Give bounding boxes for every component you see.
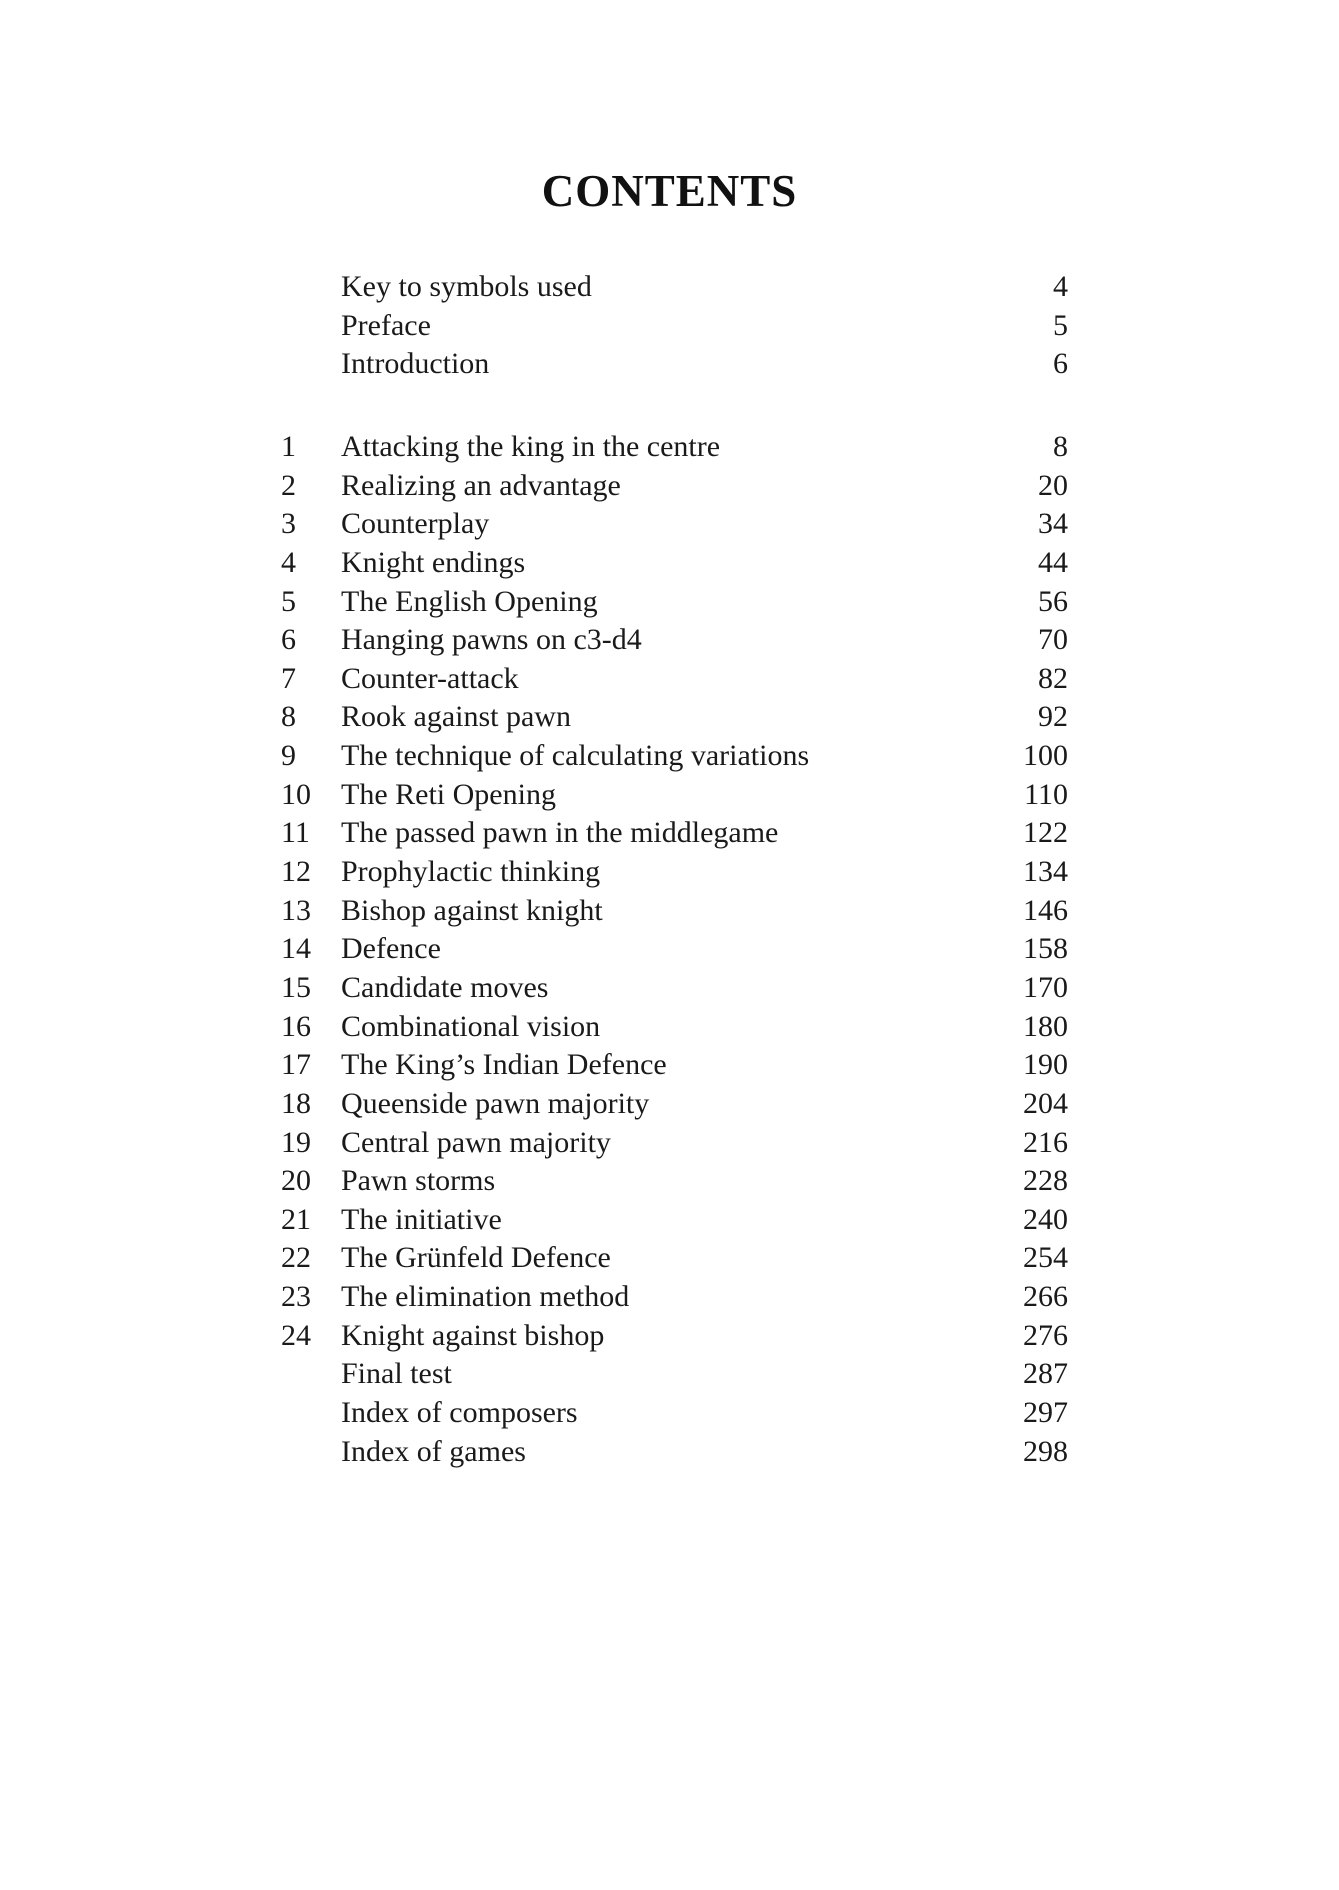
toc-row: [281, 544, 1068, 583]
page-number: 122: [1023, 816, 1068, 850]
chapter-number: 10: [281, 777, 311, 811]
chapter-title: Index of composers: [341, 1396, 578, 1430]
chapter-number: 20: [281, 1164, 311, 1198]
chapter-title: Counter-attack: [341, 661, 519, 695]
chapter-number: 17: [281, 1048, 311, 1082]
page-title: CONTENTS: [541, 166, 798, 216]
chapter-title: Candidate moves: [341, 970, 549, 1004]
page-number: 254: [1023, 1241, 1068, 1275]
chapter-number: 8: [281, 700, 296, 734]
toc-row: [281, 1394, 1068, 1433]
toc-row: [281, 1433, 1068, 1472]
chapter-title: Knight against bishop: [341, 1318, 605, 1352]
page-number: 190: [1023, 1048, 1068, 1082]
toc-row: [281, 814, 1068, 853]
chapter-title: The passed pawn in the middlegame: [341, 816, 779, 850]
chapter-number: 23: [281, 1280, 311, 1314]
chapter-number: 19: [281, 1125, 311, 1159]
chapter-title: Knight endings: [341, 545, 526, 579]
chapter-title: The elimination method: [341, 1280, 630, 1314]
chapter-number: 1: [281, 430, 296, 463]
page-number: 216: [1023, 1125, 1068, 1159]
chapter-title: Hanging pawns on c3-d4: [341, 623, 642, 657]
toc-row: [281, 1046, 1068, 1085]
page-number: 20: [1038, 468, 1068, 502]
page-number: 34: [1038, 507, 1068, 541]
chapter-title: Rook against pawn: [341, 700, 571, 734]
toc-row: [281, 583, 1068, 622]
chapter-title: The Grünfeld Defence: [341, 1241, 611, 1275]
chapter-title: Index of games: [341, 1434, 526, 1468]
page-number: 70: [1038, 623, 1068, 657]
chapter-title: Introduction: [341, 347, 490, 381]
page-number: 204: [1023, 1086, 1068, 1120]
page-number: 44: [1038, 545, 1068, 579]
page-number: 228: [1023, 1164, 1068, 1198]
chapter-number: 16: [281, 1009, 311, 1043]
toc-row: [281, 1355, 1068, 1394]
chapter-title: Key to symbols used: [341, 270, 592, 303]
toc-row: [281, 1162, 1068, 1201]
page-number: 82: [1038, 661, 1068, 695]
chapter-title: Combinational vision: [341, 1009, 601, 1043]
toc-row: [281, 1239, 1068, 1278]
toc-row: [281, 853, 1068, 892]
chapter-number: 4: [281, 545, 296, 579]
chapter-title: The English Opening: [341, 584, 598, 618]
toc-row: [281, 698, 1068, 737]
page-number: 92: [1038, 700, 1068, 734]
chapter-title: Counterplay: [341, 507, 490, 541]
chapter-title: Defence: [341, 932, 441, 966]
chapter-title: Realizing an advantage: [341, 468, 621, 502]
chapter-number: 3: [281, 507, 296, 541]
page-number: 276: [1023, 1318, 1068, 1352]
chapter-title: The initiative: [341, 1202, 502, 1236]
toc-row: [281, 467, 1068, 506]
chapter-list: [281, 428, 1068, 1471]
chapter-number: 22: [281, 1241, 311, 1275]
page-number: 134: [1023, 855, 1068, 889]
page-number: 266: [1023, 1280, 1068, 1314]
page-number: 180: [1023, 1009, 1068, 1043]
chapter-title: The King’s Indian Defence: [341, 1048, 667, 1082]
chapter-number: 12: [281, 855, 311, 889]
chapter-number: 21: [281, 1202, 311, 1236]
page-number: 158: [1023, 932, 1068, 966]
toc-row: [281, 776, 1068, 815]
chapter-number: 11: [281, 816, 310, 850]
page-number: 298: [1023, 1434, 1068, 1468]
toc-row: [281, 737, 1068, 776]
toc-row: [281, 307, 1068, 346]
page-number: 240: [1023, 1202, 1068, 1236]
toc-row: [281, 969, 1068, 1008]
toc-row: [281, 1124, 1068, 1163]
chapter-title: The technique of calculating variations: [341, 739, 810, 773]
chapter-title: Queenside pawn majority: [341, 1086, 650, 1120]
chapter-number: 15: [281, 970, 311, 1004]
page-number: 297: [1023, 1396, 1068, 1430]
chapter-title: The Reti Opening: [341, 777, 556, 811]
toc-row: [281, 892, 1068, 931]
toc-row: [281, 1201, 1068, 1240]
toc-row: [281, 345, 1068, 384]
chapter-number: 9: [281, 739, 296, 773]
toc-row: [281, 268, 1068, 307]
chapter-title: Attacking the king in the centre: [341, 430, 721, 463]
page-number: 5: [1053, 308, 1068, 342]
chapter-number: 13: [281, 893, 311, 927]
toc-row: [281, 1008, 1068, 1047]
chapter-title: Final test: [341, 1357, 452, 1391]
toc-row: [281, 428, 1068, 467]
page-number: 100: [1023, 739, 1068, 773]
toc-row: [281, 1085, 1068, 1124]
chapter-number: 5: [281, 584, 296, 618]
page-number: 8: [1053, 430, 1068, 463]
toc-row: [281, 505, 1068, 544]
chapter-title: Preface: [341, 308, 431, 342]
toc-row: [281, 660, 1068, 699]
chapter-number: 6: [281, 623, 296, 657]
chapter-title: Pawn storms: [341, 1164, 496, 1198]
chapter-title: Prophylactic thinking: [341, 855, 601, 889]
page-number: 6: [1053, 347, 1068, 381]
front-matter-list: [281, 268, 1068, 384]
chapter-title: Central pawn majority: [341, 1125, 611, 1159]
chapter-number: 24: [281, 1318, 311, 1352]
page-number: 4: [1053, 270, 1068, 303]
toc-row: [281, 1278, 1068, 1317]
chapter-number: 14: [281, 932, 311, 966]
toc-row: [281, 621, 1068, 660]
page-number: 56: [1038, 584, 1068, 618]
toc-row: [281, 1317, 1068, 1356]
page-number: 146: [1023, 893, 1068, 927]
chapter-number: 18: [281, 1086, 311, 1120]
chapter-number: 2: [281, 468, 296, 502]
chapter-title: Bishop against knight: [341, 893, 603, 927]
toc-row: [281, 930, 1068, 969]
chapter-number: 7: [281, 661, 296, 695]
page-number: 170: [1023, 970, 1068, 1004]
page-number: 110: [1024, 777, 1068, 811]
page-number: 287: [1023, 1357, 1068, 1391]
